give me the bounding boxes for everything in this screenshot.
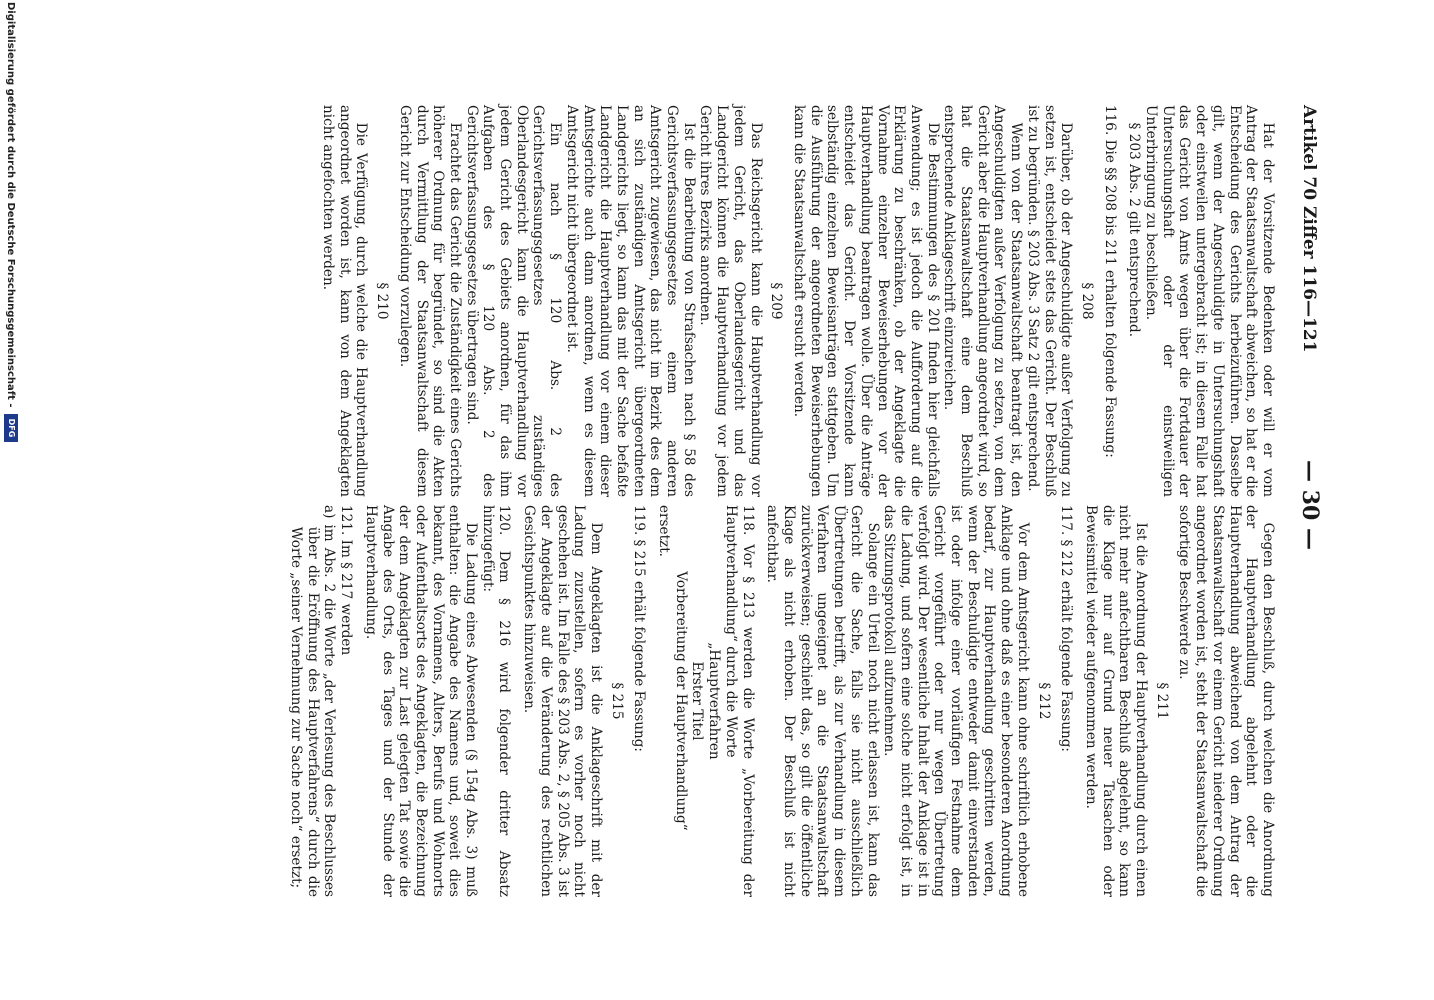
paragraph: § 203 Abs. 2 gilt entsprechend. <box>1126 122 1143 338</box>
section-heading-212: § 212 <box>1035 682 1052 720</box>
section-heading-208: § 208 <box>1078 282 1095 320</box>
credit-text: Digitalisierung gefördert durch die Deutsche Forschungsgemeinschaft - <box>5 2 16 408</box>
paragraph: Erachtet das Gericht die Zuständigkeit eines Gerichts höherer Ordnung für begründet, so sind die Akten durch Vermittlung der Staatsanwaltschaft diesem Gericht zur Entscheidung vorzulegen. <box>396 105 463 497</box>
paragraph: Vor dem Amtsgericht kann ohne schriftlich erhobene Anklage und ohne daß es einer besonderen Anordnung bedarf, zur Hauptverhandlung geschritten werden, wenn der Beschuldigte entweder damit einverstanden ist oder infolge einer vorläufigen Festnahme dem Gericht vorgeführt oder nur wegen Übertretung verfolgt wird. Der wesentliche Inhalt der Anklage ist in die Ladung, und sofern eine solche nicht erfolgt ist, in das Sitzungsprotokoll aufzunehmen. <box>881 505 1031 897</box>
digitization-credit <box>4 2 18 1000</box>
section-heading-210: § 210 <box>374 282 391 320</box>
quoted-heading: „Hauptverfahren <box>706 642 723 760</box>
dfg-logo: DFG <box>4 414 18 442</box>
item-117: 117. § 212 erhält folgende Fassung: <box>1058 505 1075 752</box>
section-heading-209: § 209 <box>768 282 785 320</box>
paragraph: Solange ein Urteil noch nicht erlassen ist, kann das Gericht die Sache, falls sie nicht ausschließlich Übertretungen betrifft, als zur Verhandlung in diesem Verfahren ungeeignet an die Staatsanwaltschaft zurückverweisen; geschieht das, so gilt die öffentliche Klage als nicht erhoben. Der Beschluß ist nicht anfechtbar. <box>764 505 881 897</box>
paragraph: Hat der Vorsitzende Bedenken oder will er vom Antrag der Staatsanwaltschaft abweichen, so hat er die Entscheidung des Gerichts herbeizuführen. Dasselbe gilt, wenn der Angeschuldigte in Untersuchungshaft oder einstweilen untergebracht ist; in diesem Falle hat das Gericht von Amts wegen über die Fortdauer der Untersuchungshaft oder der einstweiligen Unterbringung zu beschließen. <box>1143 105 1276 497</box>
paragraph: Wenn von der Staatsanwaltschaft beantragt ist, den Angeschuldigten außer Verfolgung zu setzen, von dem Gericht aber die Hauptverhandlung angeordnet wird, so hat die Staatsanwaltschaft eine dem Beschluß entsprechende Anklageschrift einzureichen. <box>941 105 1025 497</box>
paragraph: Ein nach § 120 Abs. 2 des Gerichtsverfassungsgesetzes zuständiges Oberlandesgericht kann die Hauptverhandlung vor jedem Gericht des Gebiets anordnen, für das ihm Aufgaben des § 120 Abs. 2 des Gerichtsverfassungsgesetzes übertragen sind. <box>463 105 564 497</box>
quoted-heading: Vorbereitung der Hauptverhandlung“ <box>672 571 689 831</box>
quoted-heading: Erster Titel <box>689 661 706 741</box>
paragraph: Dem Angeklagten ist die Anklageschrift mit der Ladung zuzustellen, sofern es vorher noch nicht geschehen ist. Im Falle des § 203 Abs. 2, § 205 Abs. 3 ist der Angeklagte auf die Veränderung des rechtlichen Gesichtspunktes hinzuweisen. <box>521 505 604 897</box>
paragraph: Die Bestimmungen des § 201 finden hier gleichfalls Anwendung; es ist jedoch die Aufforderung auf die Erklärung zu beschränken, ob der Angeklagte die Vornahme einzelner Beweiserhebungen vor der Hauptverhandlung beantragen wolle. Über die Anträge entscheidet das Gericht. Der Vorsitzende kann selbständig einzelnen Beweisanträgen stattgeben. Um die Ausführung der angeordneten Beweiserhebungen kann die Staatsanwaltschaft ersucht werden. <box>791 105 941 497</box>
right-column <box>287 505 1276 897</box>
running-title: Artikel 70 Ziffer 116—121 <box>1299 105 1319 353</box>
paragraph: Ist die Anordnung der Hauptverhandlung durch einen nicht mehr anfechtbaren Beschluß abgelehnt, so kann die Klage nur auf Grund neuer Tatsachen oder Beweismittel wieder aufgenommen werden. <box>1082 505 1150 897</box>
section-heading-215: § 215 <box>608 682 625 720</box>
item-121: 121. Im § 217 werden <box>338 505 355 656</box>
item-121a: a) im Abs. 2 die Worte „der Verlesung des Beschlusses über die Eröffnung des Hauptverfahrens“ durch die Worte „seiner Vernehmung zur Sache noch“ ersetzt; <box>288 505 338 897</box>
left-column <box>319 105 1276 497</box>
item-120: 120. Dem § 216 wird folgender dritter Absatz hinzugefügt: <box>479 505 513 897</box>
page-number: — 30 — <box>1297 460 1323 550</box>
paragraph: Darüber, ob der Angeschuldigte außer Verfolgung zu setzen ist, entscheidet stets das Gericht. Der Beschluß ist zu begründen. § 203 Abs. 3 Satz 2 gilt entsprechend. <box>1024 105 1075 497</box>
item-119: 119. § 215 erhält folgende Fassung: <box>631 505 648 752</box>
paragraph: ersetzt. <box>656 505 673 557</box>
item-116: 116. Die §§ 208 bis 211 erhalten folgende Fassung: <box>1101 105 1118 458</box>
section-heading-211: § 211 <box>1153 682 1170 720</box>
paragraph: Die Verfügung, durch welche die Hauptverhandlung angeordnet worden ist, kann von dem Angeklagten nicht angefochten werden. <box>320 105 370 497</box>
paragraph: Das Reichsgericht kann die Hauptverhandlung vor jedem Gericht, das Oberlandesgericht und das Landgericht können die Hauptverhandlung vor jedem Gericht ihres Bezirks anordnen. <box>697 105 764 497</box>
page-header <box>1291 105 1323 905</box>
paragraph: Die Ladung eines Abwesenden (§ 154g Abs. 3) muß enthalten: die Angabe des Namens und, soweit dies bekannt, des Vornamens, Alters, Berufs und Wohnorts oder Aufenthaltsorts des Angeklagten, die Bezeichnung der dem Angeklagten zur Last gelegten Tat sowie die Angabe des Orts, des Tages und der Stunde der Hauptverhandlung. <box>362 505 480 897</box>
item-118: 118. Vor § 213 werden die Worte „Vorbereitung der Hauptverhandlung“ durch die Worte <box>722 505 756 897</box>
paragraph: Gegen den Beschluß, durch welchen die Anordnung der Hauptverhandlung abgelehnt oder die Hauptverhandlung abweichend von dem Antrag der Staatsanwaltschaft vor einem Gericht niederer Ordnung angeordnet worden ist, steht der Staatsanwaltschaft die sofortige Beschwerde zu. <box>1176 505 1276 897</box>
paragraph: Ist die Bearbeitung von Strafsachen nach § 58 des Gerichtsverfassungsgesetzes einem anderen Amtsgericht zugewiesen, das nicht im Bezirk des dem an sich zuständigen Amtsgericht übergeordneten Landgerichts liegt, so kann das mit der Sache befaßte Landgericht die Hauptverhandlung vor einem dieser Amtsgerichte auch dann anordnen, wenn es diesem Amtsgericht nicht übergeordnet ist. <box>563 105 697 497</box>
